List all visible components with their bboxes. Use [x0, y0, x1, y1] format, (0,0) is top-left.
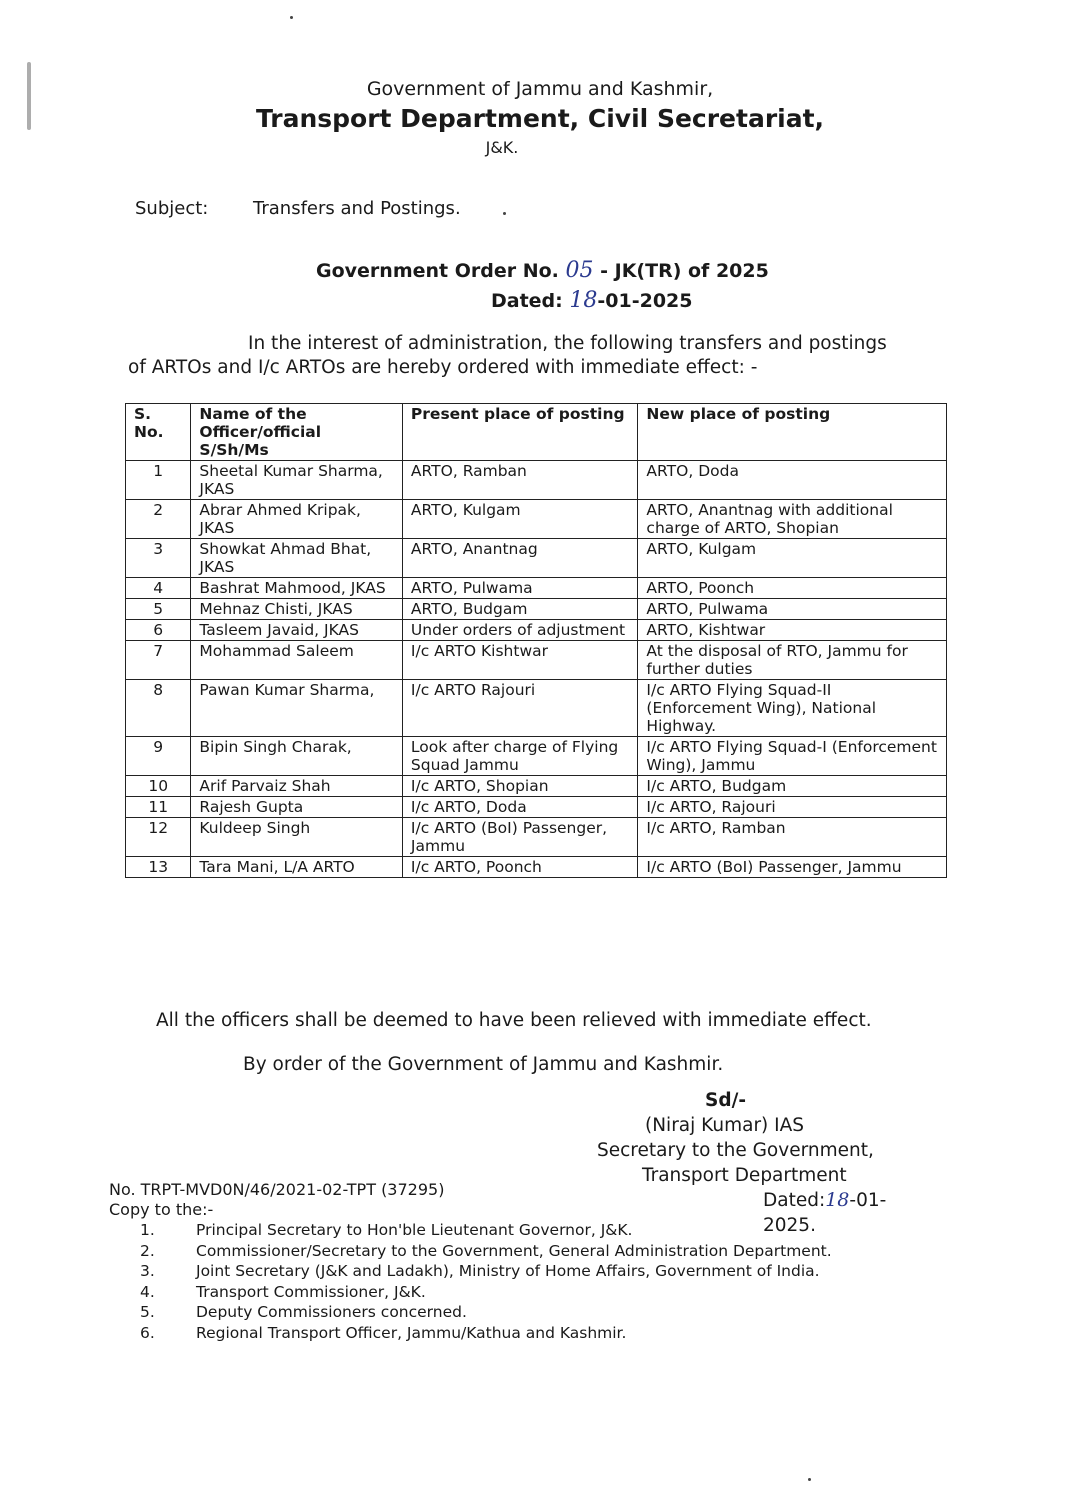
signatory-designation: Secretary to the Government,: [597, 1140, 874, 1161]
cell-new: ARTO, Doda: [638, 461, 947, 500]
cell-name: Sheetal Kumar Sharma, JKAS: [191, 461, 403, 500]
cell-new: ARTO, Kishtwar: [638, 620, 947, 641]
copy-item-number: 1.: [140, 1221, 155, 1239]
header-new: New place of posting: [638, 404, 947, 461]
reference-number: No. TRPT-MVD0N/46/2021-02-TPT (37295): [109, 1180, 445, 1199]
scan-speck: [290, 16, 293, 19]
cell-name: Abrar Ahmed Kripak, JKAS: [191, 500, 403, 539]
copy-item-text: Regional Transport Officer, Jammu/Kathua and Kashmir.: [196, 1323, 627, 1342]
cell-sno: 8: [126, 680, 191, 737]
copy-item-number: 6.: [140, 1323, 155, 1342]
order-number: [316, 258, 769, 283]
cell-name: Kuldeep Singh: [191, 818, 403, 857]
copy-item-number: 5.: [140, 1303, 155, 1321]
cell-name: Tara Mani, L/A ARTO: [191, 857, 403, 878]
table-row: [126, 776, 947, 797]
cell-present: I/c ARTO (BoI) Passenger, Jammu: [402, 818, 638, 857]
copy-item-text: Transport Commissioner, J&K.: [196, 1282, 426, 1301]
cell-new: At the disposal of RTO, Jammu for further duties: [638, 641, 947, 680]
cell-new: I/c ARTO, Ramban: [638, 818, 947, 857]
postings-table: [125, 403, 947, 878]
table-row: [126, 578, 947, 599]
cell-present: I/c ARTO, Doda: [402, 797, 638, 818]
copy-item-number: 4.: [140, 1282, 155, 1301]
cell-sno: 7: [126, 641, 191, 680]
cell-present: I/c ARTO, Shopian: [402, 776, 638, 797]
intro-line-1: In the interest of administration, the following transfers and postings: [248, 333, 887, 354]
cell-new: ARTO, Anantnag with additional charge of ARTO, Shopian: [638, 500, 947, 539]
cell-name: Tasleem Javaid, JKAS: [191, 620, 403, 641]
signatory-department: Transport Department: [642, 1165, 847, 1186]
copy-item-number: 2.: [140, 1241, 155, 1260]
copy-item-text: Principal Secretary to Hon'ble Lieutenant Governor, J&K.: [196, 1221, 633, 1239]
cell-present: ARTO, Anantnag: [402, 539, 638, 578]
subject-line: [135, 198, 461, 219]
cell-new: ARTO, Pulwama: [638, 599, 947, 620]
cell-name: Pawan Kumar Sharma,: [191, 680, 403, 737]
copy-item-number: 3.: [140, 1262, 155, 1280]
cell-sno: 11: [126, 797, 191, 818]
cell-sno: 3: [126, 539, 191, 578]
intro-line-2: of ARTOs and I/c ARTOs are hereby ordered with immediate effect: -: [128, 357, 758, 378]
table-row: [126, 599, 947, 620]
cell-new: I/c ARTO Flying Squad-II (Enforcement Wing), National Highway.: [638, 680, 947, 737]
cell-sno: 1: [126, 461, 191, 500]
table-header-row: [126, 404, 947, 461]
order-suffix: - JK(TR) of 2025: [600, 260, 769, 282]
copy-list-item: [140, 1261, 832, 1282]
cell-present: Under orders of adjustment: [402, 620, 638, 641]
header-state: J&K.: [485, 138, 519, 157]
cell-new: ARTO, Kulgam: [638, 539, 947, 578]
order-dated-rest: -01-2025: [597, 290, 693, 312]
cell-sno: 2: [126, 500, 191, 539]
signature-day-handwritten: 18: [825, 1189, 850, 1211]
copy-item-text: Commissioner/Secretary to the Government, General Administration Department.: [196, 1241, 832, 1260]
cell-present: ARTO, Kulgam: [402, 500, 638, 539]
cell-name: Bashrat Mahmood, JKAS: [191, 578, 403, 599]
copy-list: [140, 1220, 832, 1343]
cell-present: ARTO, Pulwama: [402, 578, 638, 599]
signature-sd: Sd/-: [705, 1090, 747, 1111]
cell-name: Mohammad Saleem: [191, 641, 403, 680]
cell-sno: 9: [126, 737, 191, 776]
signature-block: [597, 1088, 917, 1238]
scan-speck: [503, 212, 506, 215]
header-present: Present place of posting: [402, 404, 638, 461]
intro-paragraph: [128, 332, 958, 380]
cell-present: ARTO, Budgam: [402, 599, 638, 620]
order-dated-label: Dated:: [491, 290, 563, 312]
copy-item-text: Deputy Commissioners concerned.: [196, 1303, 467, 1321]
order-day-handwritten: 18: [569, 288, 598, 313]
cell-name: Mehnaz Chisti, JKAS: [191, 599, 403, 620]
table-row: [126, 857, 947, 878]
table-row: [126, 737, 947, 776]
by-order-statement: By order of the Government of Jammu and Kashmir.: [243, 1054, 724, 1075]
scan-speck: [808, 1478, 811, 1481]
reference-block: [109, 1180, 444, 1220]
table-row: [126, 641, 947, 680]
signature-dated-rest: -01-2025.: [763, 1190, 887, 1236]
header-department: Transport Department, Civil Secretariat,: [255, 104, 825, 133]
copy-list-item: [140, 1220, 832, 1241]
cell-sno: 13: [126, 857, 191, 878]
cell-name: Rajesh Gupta: [191, 797, 403, 818]
order-number-handwritten: 05: [565, 258, 594, 283]
cell-new: I/c ARTO Flying Squad-I (Enforcement Wing), Jammu: [638, 737, 947, 776]
copy-list-item: [140, 1302, 832, 1323]
table-row: [126, 797, 947, 818]
copy-list-item: [140, 1241, 832, 1262]
cell-sno: 12: [126, 818, 191, 857]
cell-new: ARTO, Poonch: [638, 578, 947, 599]
cell-sno: 10: [126, 776, 191, 797]
cell-new: I/c ARTO, Rajouri: [638, 797, 947, 818]
cell-new: I/c ARTO, Budgam: [638, 776, 947, 797]
copy-item-text: Joint Secretary (J&K and Ladakh), Ministry of Home Affairs, Government of India.: [196, 1262, 820, 1280]
cell-present: I/c ARTO Kishtwar: [402, 641, 638, 680]
cell-new: I/c ARTO (BoI) Passenger, Jammu: [638, 857, 947, 878]
copy-to-label: Copy to the:-: [109, 1200, 214, 1219]
subject-text: Transfers and Postings.: [253, 198, 461, 219]
table-row: [126, 818, 947, 857]
table-row: [126, 620, 947, 641]
table-row: [126, 461, 947, 500]
order-date: [491, 288, 692, 313]
table-row: [126, 680, 947, 737]
signatory-name: (Niraj Kumar) IAS: [645, 1115, 805, 1136]
header-sno: S. No.: [126, 404, 191, 461]
cell-present: I/c ARTO Rajouri: [402, 680, 638, 737]
cell-name: Bipin Singh Charak,: [191, 737, 403, 776]
cell-present: Look after charge of Flying Squad Jammu: [402, 737, 638, 776]
relieved-statement: All the officers shall be deemed to have been relieved with immediate effect.: [156, 1010, 872, 1031]
table-row: [126, 539, 947, 578]
subject-label: Subject:: [135, 198, 209, 219]
cell-sno: 6: [126, 620, 191, 641]
copy-list-item: [140, 1282, 832, 1303]
cell-sno: 5: [126, 599, 191, 620]
signature-dated-label: Dated:: [763, 1190, 826, 1211]
cell-name: Arif Parvaiz Shah: [191, 776, 403, 797]
header-name: Name of the Officer/official S/Sh/Ms: [191, 404, 403, 461]
cell-present: I/c ARTO, Poonch: [402, 857, 638, 878]
header-government: Government of Jammu and Kashmir,: [366, 78, 714, 100]
cell-name: Showkat Ahmad Bhat, JKAS: [191, 539, 403, 578]
table-row: [126, 500, 947, 539]
copy-list-item: [140, 1323, 832, 1344]
cell-sno: 4: [126, 578, 191, 599]
order-prefix: Government Order No.: [316, 260, 559, 282]
cell-present: ARTO, Ramban: [402, 461, 638, 500]
